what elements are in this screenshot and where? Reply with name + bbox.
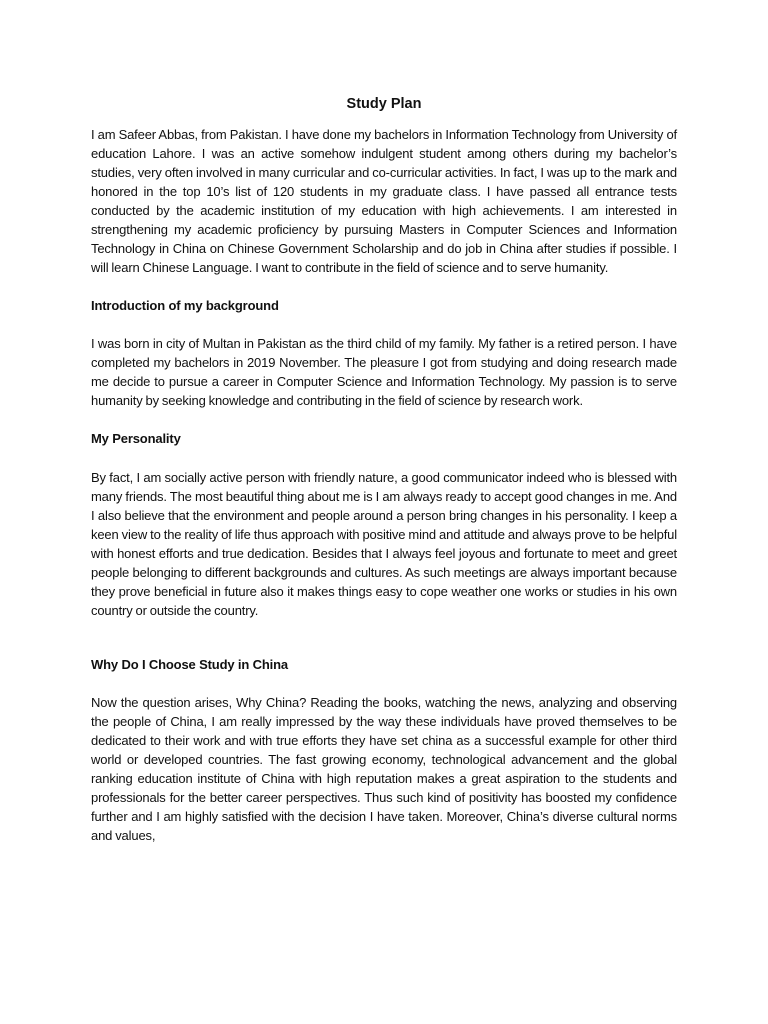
section-heading-background: Introduction of my background xyxy=(91,298,279,313)
section-heading-personality: My Personality xyxy=(91,431,181,446)
document-content xyxy=(91,94,677,845)
section-body-background: I was born in city of Multan in Pakistan as the third child of my family. My father is a retired person. I have completed my bachelors in 2019 November. The pleasure I got from studying and doing research made me decide to pursue a career in Computer Science and Information Technology. My passion is to serve humanity by seeking knowledge and contributing in the field of science by research work. xyxy=(91,336,677,408)
section-body-personality: By fact, I am socially active person with friendly nature, a good communicator indeed who is blessed with many friends. The most beautiful thing about me is I am always ready to accept good changes in me. And I also believe that the environment and people around a person bring changes in his personality. I keep a keen view to the reality of life thus approach with positive mind and attitude and always prove to be helpful with honest efforts and true dedication. Besides that I always feel joyous and fortunate to meet and greet people belonging to different backgrounds and cultures. As such meetings are always important because they prove beneficial in future also it makes things easy to cope weather one works or studies in his own country or outside the country. xyxy=(91,470,677,618)
intro-paragraph: I am Safeer Abbas, from Pakistan. I have done my bachelors in Information Technology from University of education Lahore. I was an active somehow indulgent student among others during my bachelor’s studies, very often involved in many curricular and co-curricular activities. In fact, I was up to the mark and honored in the top 10’s list of 120 students in my graduate class. I have passed all entrance tests conducted by the academic institution of my education with high achievements. I am interested in strengthening my academic proficiency by pursuing Masters in Computer Sciences and Information Technology in China on Chinese Government Scholarship and do job in China after studies if possible. I will learn Chinese Language. I want to contribute in the field of science and to serve humanity. xyxy=(91,127,677,275)
section-heading-why-china: Why Do I Choose Study in China xyxy=(91,657,289,672)
section-body-why-china: Now the question arises, Why China? Reading the books, watching the news, analyzing and observing the people of China, I am really impressed by the way these individuals have proved themselves to be dedicated to their work and with true efforts they have set china as a successful example for other third world or developed countries. The fast growing economy, technological advancement and the global ranking education institute of China with high reputation makes a great aspiration to the students and professionals for the better career perspectives. Thus such kind of positivity has boosted my confidence further and I am highly satisfied with the decision I have taken. Moreover, China’s diverse cultural norms and values, xyxy=(91,695,677,843)
document-title: Study Plan xyxy=(346,96,422,112)
